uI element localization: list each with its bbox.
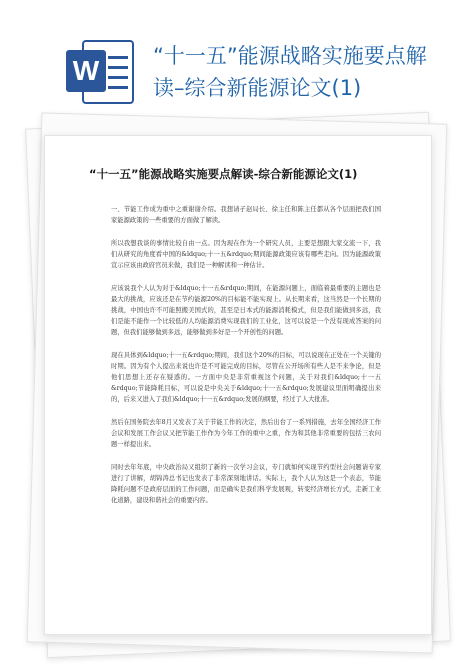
document-page <box>44 135 432 635</box>
document-paragraph: 同时去年年底，中央政治局又组织了新的一次学习会议，专门就如何实现节约型社会问题请专家进行了讲解，胡锦涛总书记也发表了非常深刻地讲话。实际上，我个人认为这是一个表态，节能降耗问题不是政府层面的工作问题，而是确实是我们科学发展观，转变经济增长方式，走新工业化道路，建设和谐社会的重要内容。 <box>111 464 381 504</box>
word-document-icon <box>66 38 136 106</box>
document-paragraph: 一、节能工作成为重中之重谢谢介绍。我想请孑赵局长、徐主任和陈主任都从各个层面把我们国家能源政策的一些重要的方面做了解读。 <box>111 206 381 224</box>
document-paragraph: 然后在国务院去年8月又发表了关于节能工作的决定，然后出台了一系列措施，去年全国经济工作会议和发展工作会议又把节能工作作为今年工作的重中之重，作为和其他非常重要的包括三农问题一样提出来。 <box>111 419 381 448</box>
banner <box>0 0 474 125</box>
document-title: “十一五”能源战略实施要点解读-综合新能源论文(1) <box>89 167 358 181</box>
document-paragraph: 所以我想我谈的事情比较自由一点。因为现在作为一个研究人员，主要是想跟大家交流一下，我们从研究的角度看中国的&ldquo;十一五&rdquo;期间能源政策应该有哪些走向。因为能源政策宣示应该由政府官员来做，我们是一种解读和一种估计。 <box>111 240 381 269</box>
document-paragraph: 现在具体到&ldquo;十一五&rdquo;期间，我们这个20%的目标，可以说现在正处在一个关键的时期。因为有个人提出来说也许是不可能完成的目标，尽管在公开场所有些人是不来争论，但是他们思想上还存在疑惑的。一方面中央是非常重视这个问题，关于对我们&ldquo;十一五&rdquo;节能降耗目标，可以说是中央关于&ldquo;十一五&rdquo;发展建议里面明确提出来的，后来又进入了我们&ldquo;十一五&rdquo;发展的纲要，经过了人大批准。 <box>111 352 381 403</box>
word-icon-letter: W <box>66 50 106 92</box>
document-paragraph: 应该说我个人认为对于&ldquo;十一五&rdquo;期间，在能源问题上，面临着最重要的主题也是最大的挑战，应该还是在节约能源20%的目标能不能实现上。从长期来看，这当然是一个长期的挑战，中国也许不可能照搬美国式的，甚至是日本式的能源消耗模式，但是我们能做到多远，我们是能不能作一个比较低的人均能源消费实现我们的工业化，这可以说是一个没有现成答案的问题，但我们能够做到多远，能够做到多好是一个开创性的问题。 <box>111 285 381 336</box>
banner-title: “十一五”能源战略实施要点解读–综合新能源论文(1) <box>153 44 427 100</box>
